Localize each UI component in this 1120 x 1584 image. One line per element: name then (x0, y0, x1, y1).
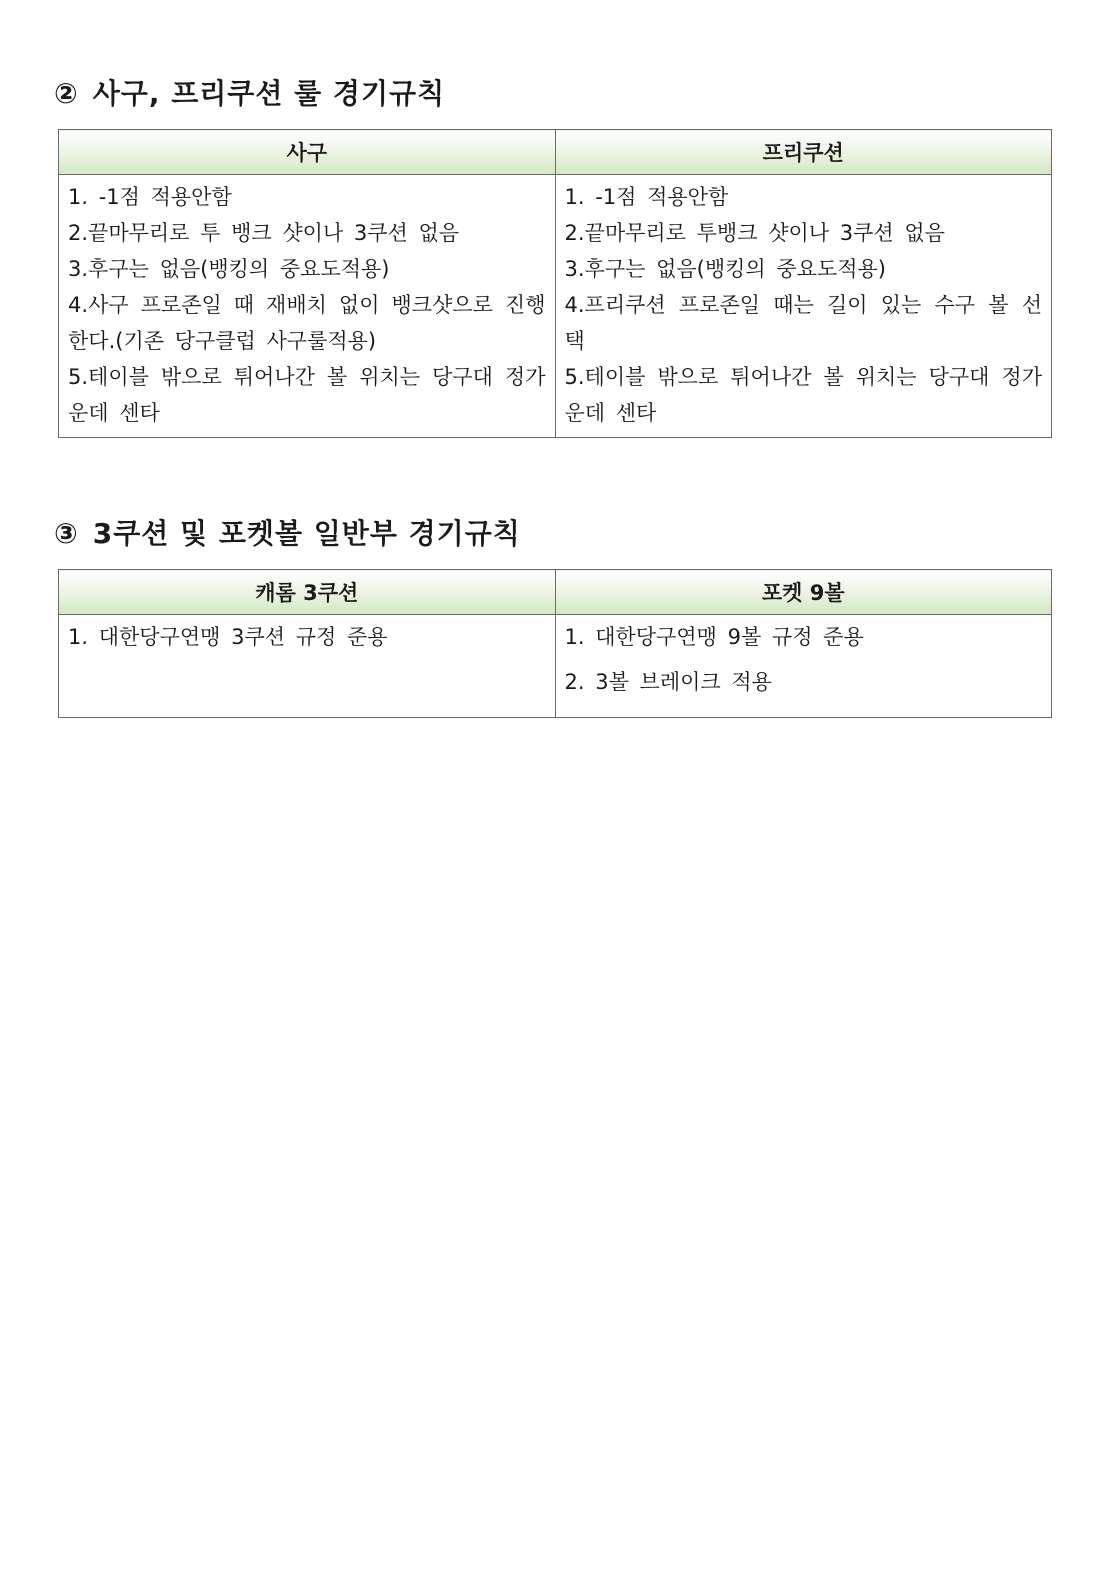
section-2-title-text: 사구, 프리쿠션 룰 경기규칙 (92, 77, 446, 110)
rule-item: 3.후구는 없음(뱅킹의 중요도적용) (68, 257, 390, 281)
column-header-freecushion: 프리쿠션 (555, 130, 1052, 175)
column-header-sagu: 사구 (59, 130, 556, 175)
column-header-carom-3cushion: 캐롬 3쿠션 (59, 570, 556, 615)
rule-item: 1. -1점 적용안함 (564, 185, 729, 209)
rule-item: 1. -1점 적용안함 (68, 185, 232, 209)
rule-item: 3.후구는 없음(뱅킹의 중요도적용) (564, 257, 886, 281)
table-row (59, 175, 1052, 438)
rule-item: 1. 대한당구연맹 3쿠션 규정 준용 (68, 625, 388, 649)
rule-item: 2.끝마무리로 투 뱅크 샷이나 3쿠션 없음 (68, 221, 460, 245)
section-2-title (54, 72, 445, 112)
table-row (59, 615, 1052, 718)
section-3-title-text: 3쿠션 및 포켓볼 일반부 경기규칙 (92, 517, 521, 550)
rule-item: 4.사구 프로존일 때 재배치 없이 뱅크샷으로 진행한다.(기존 당구클럽 사구룰적용) (68, 293, 546, 353)
section-3-title (54, 512, 521, 552)
carom-3cushion-rules-cell (59, 615, 556, 718)
rule-item: 2.끝마무리로 투뱅크 샷이나 3쿠션 없음 (564, 221, 945, 245)
section-2-number: ② (54, 77, 79, 110)
rule-item: 5.테이블 밖으로 튀어나간 볼 위치는 당구대 정가운데 센타 (564, 365, 1042, 425)
rule-item: 1. 대한당구연맹 9볼 규정 준용 (564, 625, 864, 649)
freecushion-rules-cell (555, 175, 1052, 438)
section-3-number: ③ (54, 517, 79, 550)
rule-item: 2. 3볼 브레이크 적용 (564, 670, 772, 694)
sagu-rules-cell (59, 175, 556, 438)
rule-item: 5.테이블 밖으로 튀어나간 볼 위치는 당구대 정가운데 센타 (68, 365, 546, 425)
table-header-row (59, 570, 1052, 615)
billiards-3cushion-pocket-rules-table (58, 569, 1052, 718)
pocket-9ball-rules-cell (555, 615, 1052, 718)
rule-item: 4.프리쿠션 프로존일 때는 길이 있는 수구 볼 선택 (564, 293, 1042, 353)
column-header-pocket-9ball: 포켓 9볼 (555, 570, 1052, 615)
table-header-row (59, 130, 1052, 175)
billiards-fourball-freecushion-rules-table (58, 129, 1052, 438)
